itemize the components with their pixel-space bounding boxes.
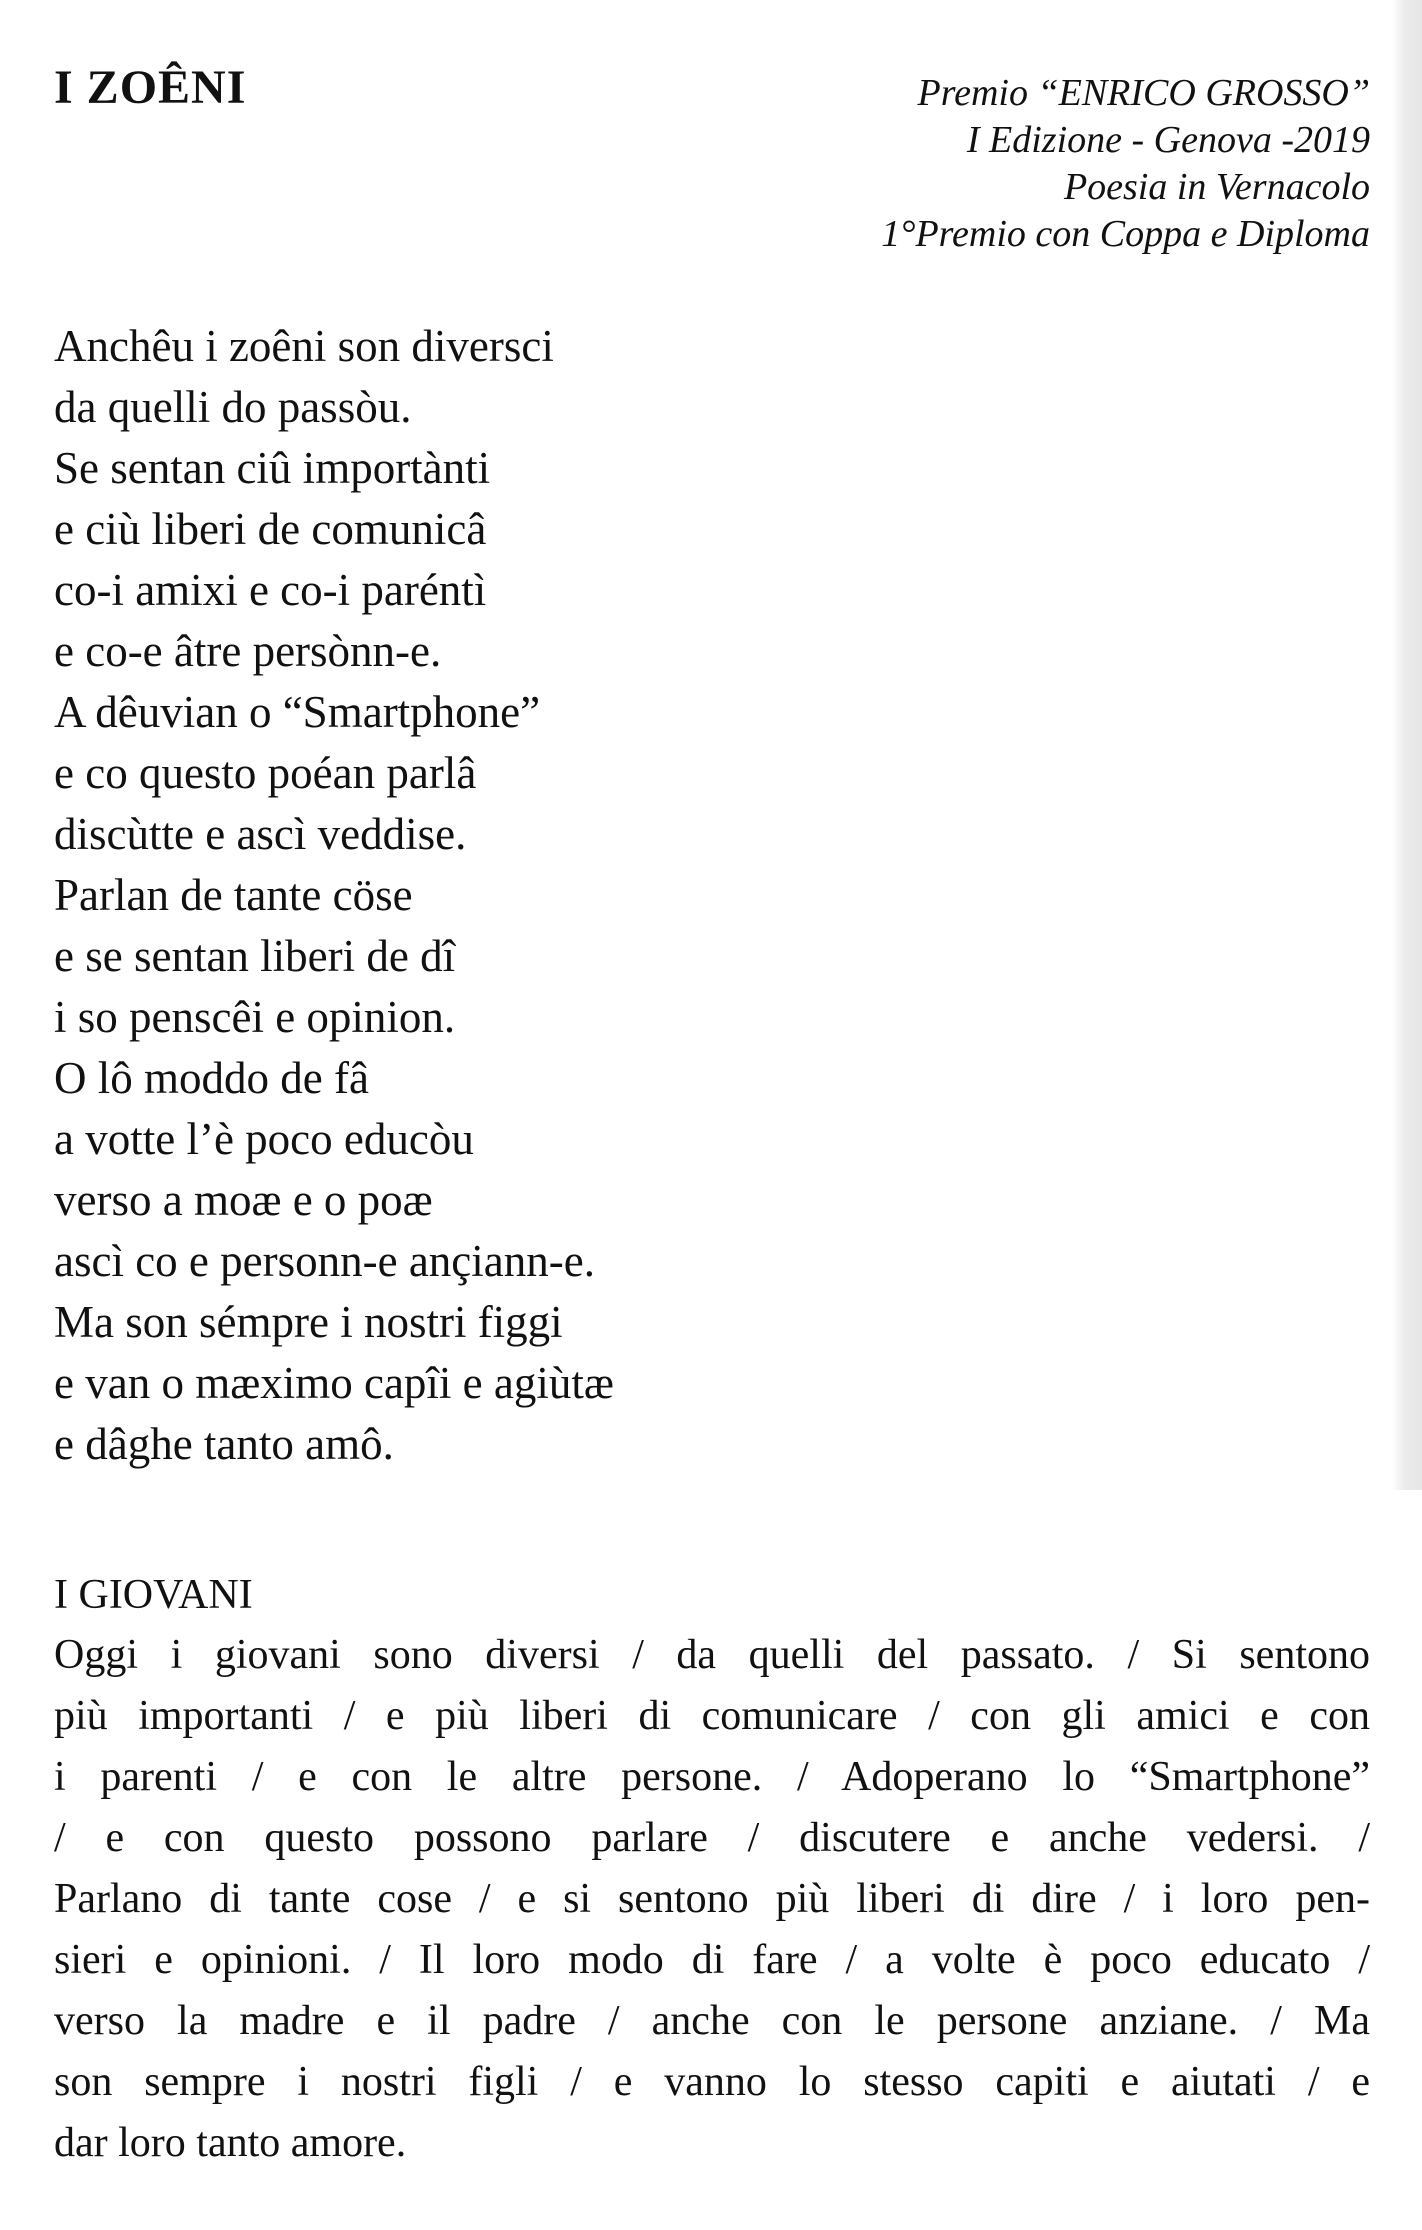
poem-line: verso a moæ e o poæ [54,1175,433,1225]
translation-line: Oggi i giovani sono diversi / da quelli del passato. / Si sentono [54,1632,1370,1678]
translation-line: Parlano di tante cose / e si sentono più liberi di dire / i loro pen- [54,1876,1370,1922]
scan-edge-shadow [1392,0,1422,1490]
translation-title: I GIOVANI [54,1572,253,1618]
poem-line: e dâghe tanto amô. [54,1419,394,1469]
award-line: Poesia in Vernacolo [1063,166,1370,208]
poem-line: a votte l’è poco educòu [54,1114,474,1164]
poem-line: e ciù liberi de comunicâ [54,504,487,554]
translation-line: i parenti / e con le altre persone. / Adoperano lo “Smartphone” [54,1754,1370,1800]
poem-line: da quelli do passòu. [54,382,412,432]
poem-line: Se sentan ciû importànti [54,443,491,493]
poem-line: e co questo poéan parlâ [54,748,477,798]
poem-line: e van o mæximo capîi e agiùtæ [54,1358,614,1408]
award-line: Premio “ENRICO GROSSO” [917,72,1370,114]
poem-line: Parlan de tante cöse [54,870,413,920]
translation-line: verso la madre e il padre / anche con le persone anziane. / Ma [54,1998,1370,2044]
poem-line: e co-e âtre persònn-e. [54,626,442,676]
award-block [881,70,1370,258]
poem-line: co-i amixi e co-i paréntì [54,565,487,615]
poem-line: Anchêu i zoêni son diversci [54,321,554,371]
poem-line: O lô moddo de fâ [54,1053,369,1103]
poem-body [54,316,614,1475]
award-line: 1°Premio con Coppa e Diploma [881,213,1370,255]
poem-title: I ZOÊNI [54,61,247,114]
translation-line: più importanti / e più liberi di comunicare / con gli amici e con [54,1693,1370,1739]
translation-line: dar loro tanto amore. [54,2120,407,2166]
translation-line: son sempre i nostri figli / e vanno lo stesso capiti e aiutati / e [54,2059,1370,2105]
poem-line: Ma son sémpre i nostri figgi [54,1297,563,1347]
translation-line: sieri e opinioni. / Il loro modo di fare / a volte è poco educato / [54,1937,1370,1983]
translation-body [54,1625,1370,2174]
poem-line: ascì co e personn-e ançiann-e. [54,1236,595,1286]
poem-line: discùtte e ascì veddise. [54,809,467,859]
poem-line: e se sentan liberi de dî [54,931,456,981]
poem-line: A dêuvian o “Smartphone” [54,687,541,737]
award-line: I Edizione - Genova -2019 [966,119,1370,161]
translation-line: / e con questo possono parlare / discutere e anche vedersi. / [54,1815,1370,1861]
poem-line: i so penscêi e opinion. [54,992,456,1042]
